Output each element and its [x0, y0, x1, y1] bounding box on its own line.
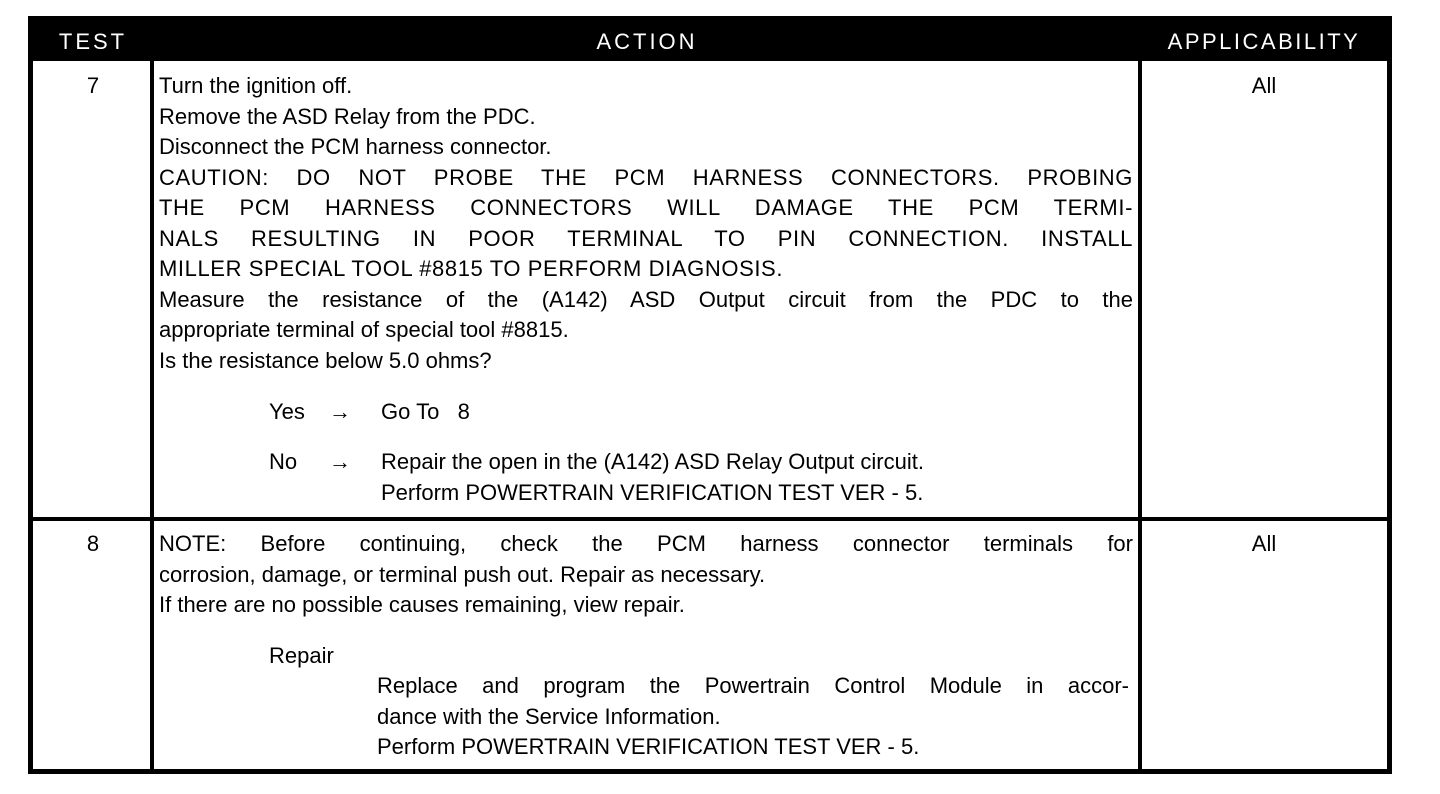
note-line: NOTE: Before continuing, check the PCM harness connector terminals for: [159, 531, 1133, 556]
no-label: No: [269, 449, 298, 474]
arrow-right-icon: →: [329, 399, 351, 424]
header-action: ACTION: [596, 29, 698, 54]
repair-line: Replace and program the Powertrain Control Module in accor-: [377, 673, 1129, 698]
row-divider: [33, 517, 1387, 521]
yes-label: Yes: [269, 399, 305, 424]
test-number-8: 8: [86, 531, 100, 556]
action-line: Is the resistance below 5.0 ohms?: [159, 347, 492, 373]
repair-line: Perform POWERTRAIN VERIFICATION TEST VER - 5.: [377, 734, 920, 759]
no-action-line: Perform POWERTRAIN VERIFICATION TEST VER - 5.: [381, 479, 924, 505]
no-action-line: Repair the open in the (A142) ASD Relay Output circuit.: [381, 449, 924, 474]
caution-line: CAUTION: DO NOT PROBE THE PCM HARNESS CONNECTORS. PROBING: [159, 164, 1133, 190]
action-text-7: [159, 71, 1133, 376]
test-number-7: 7: [86, 73, 100, 98]
table-header: [33, 21, 1387, 61]
diagnostic-table: [28, 16, 1392, 774]
action-line: Turn the ignition off.: [159, 73, 353, 98]
note-line: corrosion, damage, or terminal push out. Repair as necessary.: [159, 561, 766, 587]
action-line: Measure the resistance of the (A142) ASD Output circuit from the PDC to the: [159, 286, 1133, 312]
action-text-8: [159, 529, 1133, 621]
yes-action: Go To 8: [381, 399, 470, 424]
repair-label: Repair: [269, 643, 334, 668]
header-test: TEST: [58, 29, 128, 54]
applicability-7: All: [1251, 73, 1277, 98]
action-line: If there are no possible causes remaining, view repair.: [159, 592, 685, 617]
caution-line: THE PCM HARNESS CONNECTORS WILL DAMAGE THE PCM TERMI-: [159, 195, 1133, 220]
action-line: appropriate terminal of special tool #8815.: [159, 317, 569, 342]
column-divider: [1138, 61, 1142, 774]
applicability-8: All: [1251, 531, 1277, 556]
header-applicability: APPLICABILITY: [1167, 29, 1361, 54]
repair-text: [377, 671, 1129, 763]
arrow-right-icon: →: [329, 449, 351, 474]
caution-line: MILLER SPECIAL TOOL #8815 TO PERFORM DIAGNOSIS.: [159, 256, 784, 281]
action-line: Disconnect the PCM harness connector.: [159, 134, 552, 159]
column-divider: [150, 61, 154, 774]
no-action: [381, 447, 924, 508]
action-line: Remove the ASD Relay from the PDC.: [159, 103, 536, 129]
repair-line: dance with the Service Information.: [377, 703, 721, 729]
caution-line: NALS RESULTING IN POOR TERMINAL TO PIN CONNECTION. INSTALL: [159, 225, 1133, 251]
